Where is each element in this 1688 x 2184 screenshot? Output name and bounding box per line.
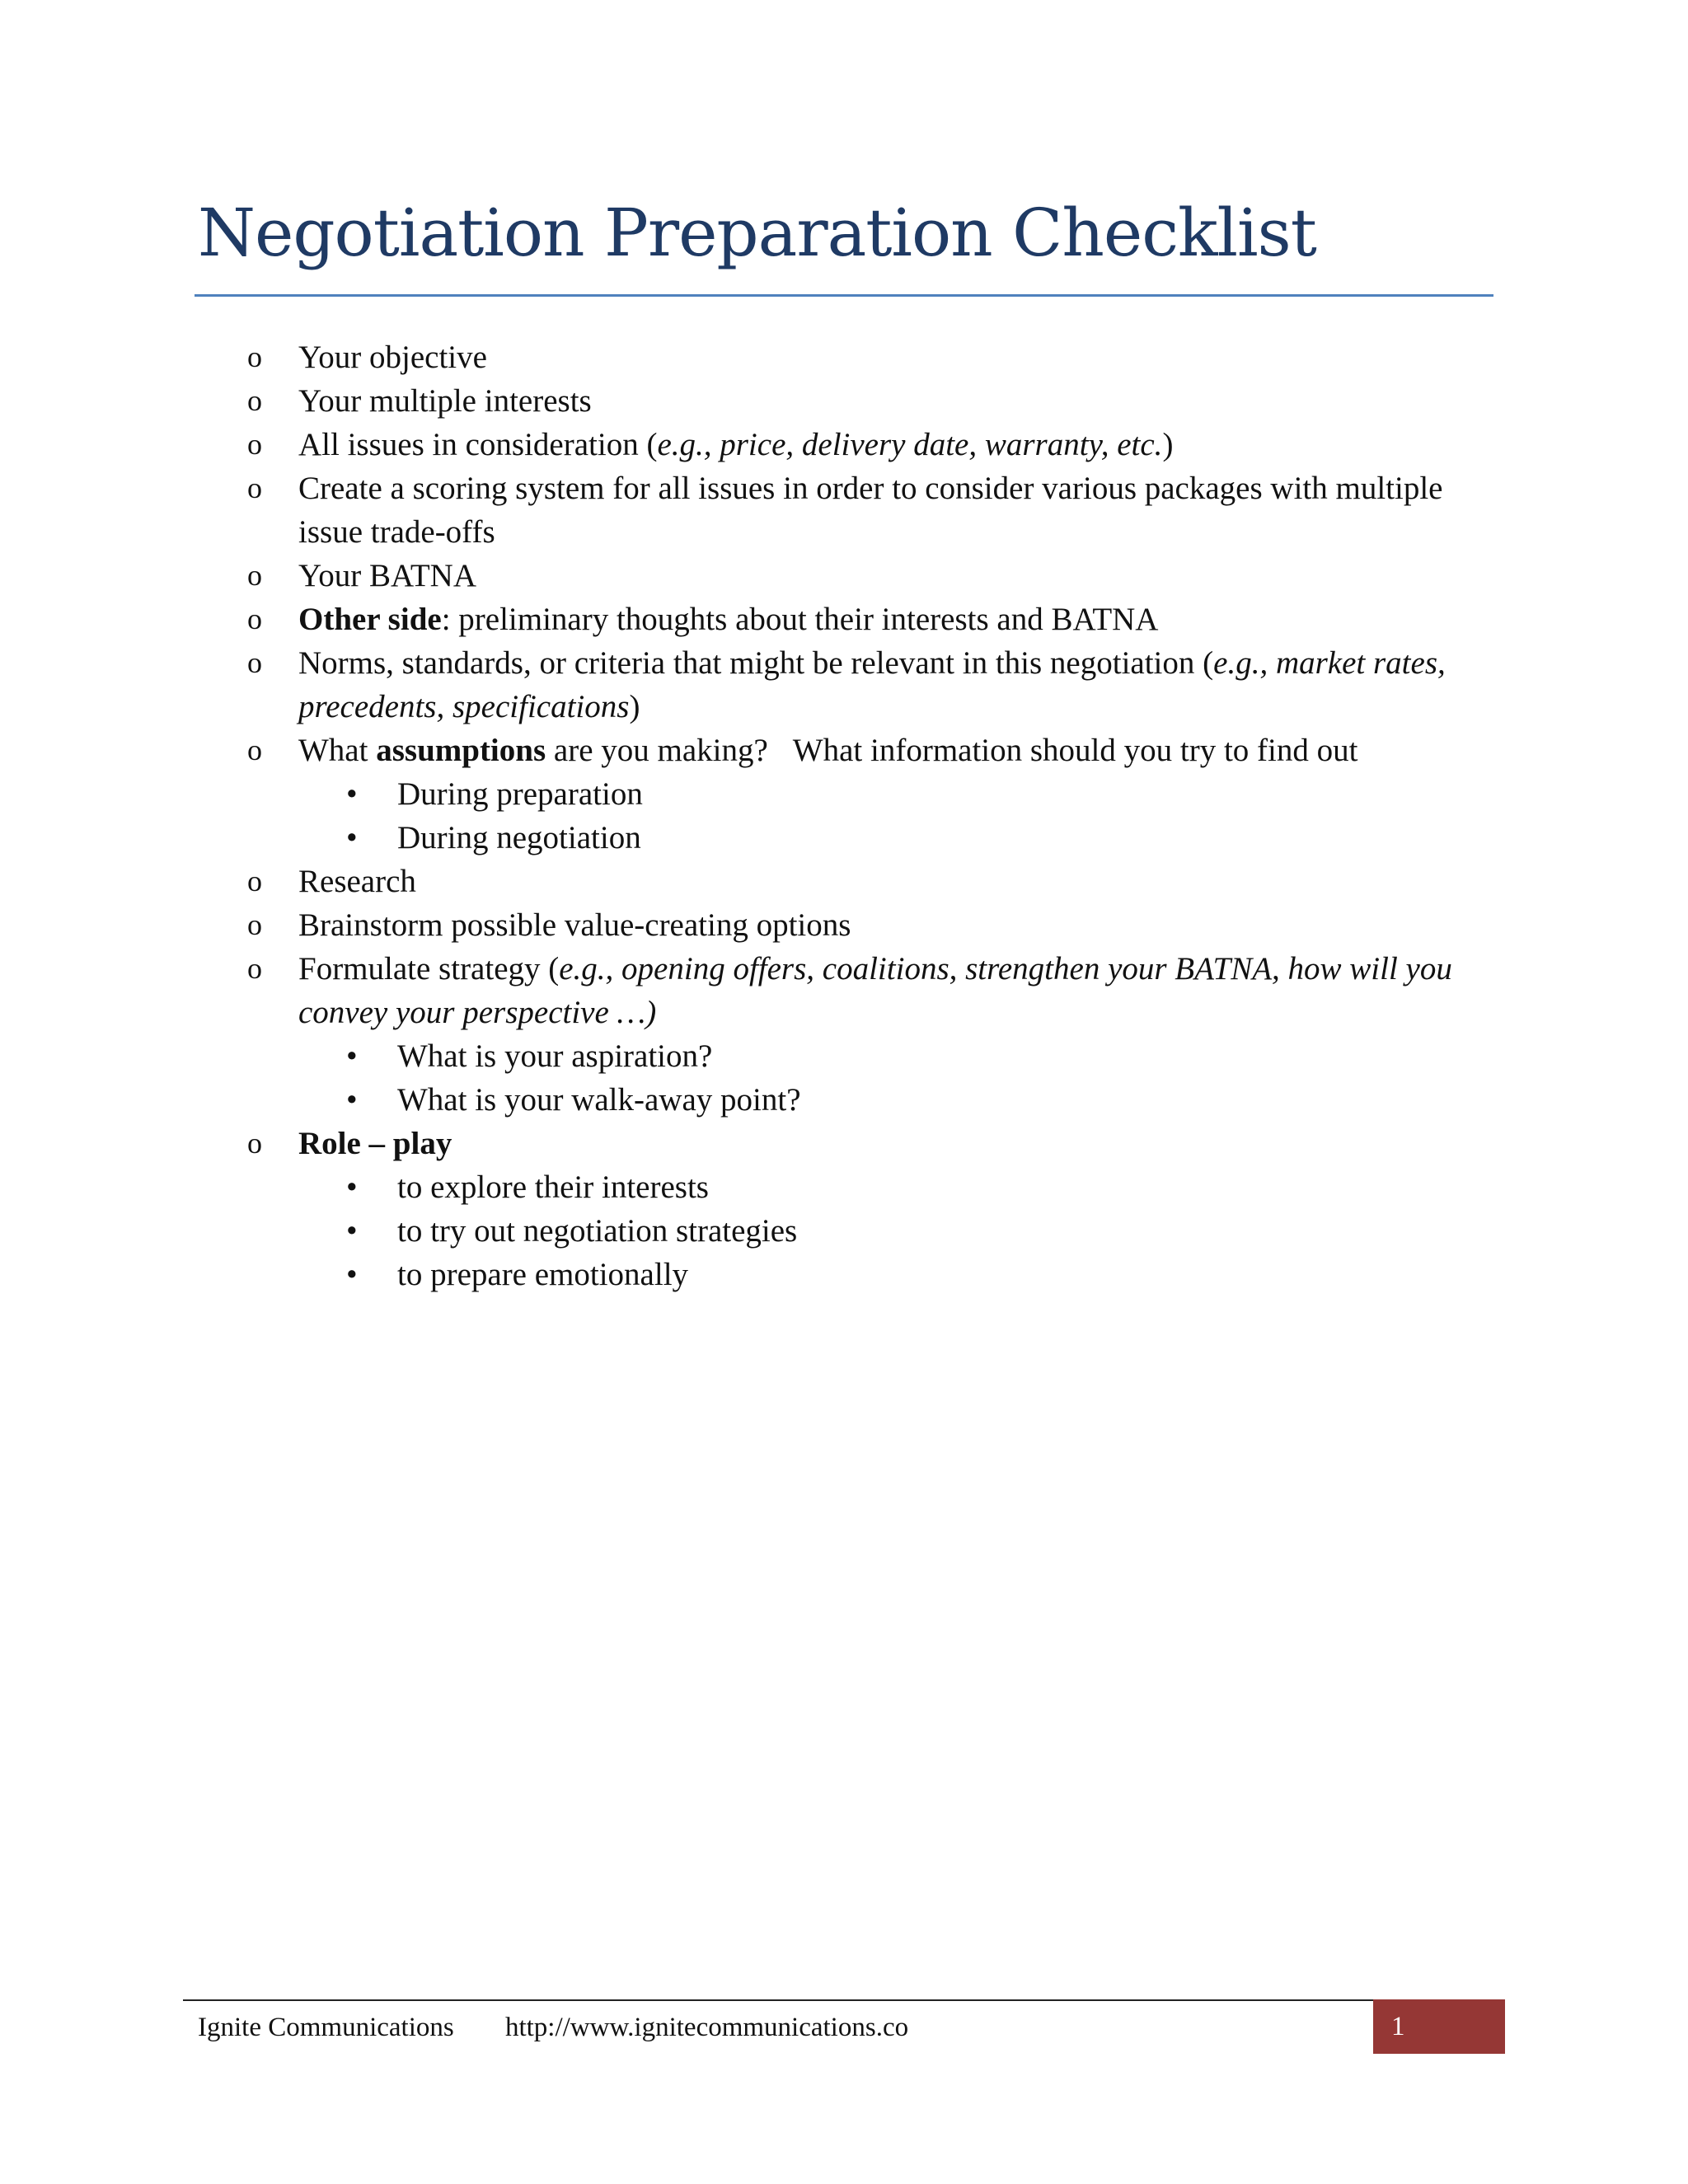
list-item	[0, 860, 1688, 903]
list-item	[0, 641, 1688, 729]
item-text-close: )	[1162, 427, 1174, 462]
item-question-2: What information should you try to find out	[792, 733, 1358, 768]
list-item	[0, 554, 1688, 598]
bullet-icon: •	[346, 1213, 358, 1249]
bullet-icon: •	[346, 820, 358, 855]
item-text-close: )	[629, 689, 640, 724]
item-text: All issues in consideration (	[298, 427, 658, 462]
item-text-continued: issue trade-offs	[298, 514, 495, 550]
list-item	[0, 335, 1688, 379]
sub-list-item	[0, 1209, 1688, 1253]
bullet-icon: •	[346, 1257, 358, 1292]
page-number-badge	[1373, 1999, 1505, 2054]
sub-item-text: What is your walk-away point?	[397, 1082, 801, 1118]
circle-bullet-icon: o	[247, 384, 262, 417]
bullet-icon: •	[346, 1169, 358, 1205]
page-number: 1	[1391, 2012, 1405, 2041]
sub-list-item	[0, 1253, 1688, 1296]
item-text: Your objective	[298, 340, 487, 375]
circle-bullet-icon: o	[247, 602, 262, 635]
circle-bullet-icon: o	[247, 559, 262, 592]
list-item	[0, 729, 1688, 772]
circle-bullet-icon: o	[247, 471, 262, 504]
circle-bullet-icon: o	[247, 733, 262, 766]
circle-bullet-icon: o	[247, 340, 262, 373]
item-example-text: e.g., opening offers, coalitions, strengthen your BATNA, how will you	[559, 951, 1452, 987]
footer-company: Ignite Communications	[198, 2013, 454, 2042]
list-item	[0, 466, 1688, 554]
sub-list-item	[0, 1078, 1688, 1122]
sub-item-text: During negotiation	[397, 820, 641, 855]
bullet-icon: •	[346, 1082, 358, 1118]
list-item	[0, 423, 1688, 466]
checklist	[0, 335, 1688, 1296]
item-text: Your BATNA	[298, 558, 477, 593]
item-text: Create a scoring system for all issues in order to consider various packages with multiple	[298, 471, 1443, 506]
circle-bullet-icon: o	[247, 1127, 262, 1160]
item-example-text: e.g., price, delivery date, warranty, etc.	[657, 427, 1163, 462]
sub-list-item	[0, 772, 1688, 816]
item-text: Formulate strategy (	[298, 951, 560, 987]
circle-bullet-icon: o	[247, 646, 262, 679]
circle-bullet-icon: o	[247, 428, 262, 461]
item-text: Norms, standards, or criteria that might be relevant in this negotiation (	[298, 645, 1214, 681]
list-item	[0, 379, 1688, 423]
item-example-text-continued: convey your perspective …)	[298, 995, 657, 1030]
footer-divider	[183, 1999, 1373, 2001]
item-text: Brainstorm possible value-creating options	[298, 907, 851, 943]
item-text: Research	[298, 864, 416, 899]
list-item	[0, 1122, 1688, 1165]
item-bold-text: Other side	[298, 602, 442, 637]
item-question: are you making?	[546, 733, 768, 768]
sub-item-text: During preparation	[397, 776, 643, 812]
bullet-icon: •	[346, 1038, 358, 1074]
bullet-icon: •	[346, 776, 358, 812]
sub-list-item	[0, 1034, 1688, 1078]
circle-bullet-icon: o	[247, 952, 262, 985]
sub-list-item	[0, 1165, 1688, 1209]
item-bold-text: assumptions	[376, 733, 546, 768]
footer-url-link[interactable]: http://www.ignitecommunications.co	[504, 2013, 909, 2042]
item-example-text: e.g., market rates,	[1213, 645, 1446, 681]
page-title: Negotiation Preparation Checklist	[198, 194, 1316, 271]
list-item	[0, 903, 1688, 947]
item-text: Your multiple interests	[298, 383, 592, 419]
sub-item-text: to try out negotiation strategies	[397, 1213, 798, 1249]
circle-bullet-icon: o	[247, 865, 262, 898]
sub-item-text: to explore their interests	[397, 1169, 709, 1205]
footer	[198, 2009, 908, 2046]
item-example-text-continued: precedents, specifications	[298, 689, 630, 724]
sub-item-text: What is your aspiration?	[397, 1038, 713, 1074]
list-item	[0, 947, 1688, 1034]
title-underline	[195, 294, 1493, 297]
sub-list-item	[0, 816, 1688, 860]
sub-item-text: to prepare emotionally	[397, 1257, 689, 1292]
item-bold-text: Role – play	[298, 1126, 452, 1161]
item-text: : preliminary thoughts about their interests and BATNA	[441, 602, 1159, 637]
item-text: What	[298, 733, 377, 768]
list-item	[0, 598, 1688, 641]
circle-bullet-icon: o	[247, 908, 262, 941]
